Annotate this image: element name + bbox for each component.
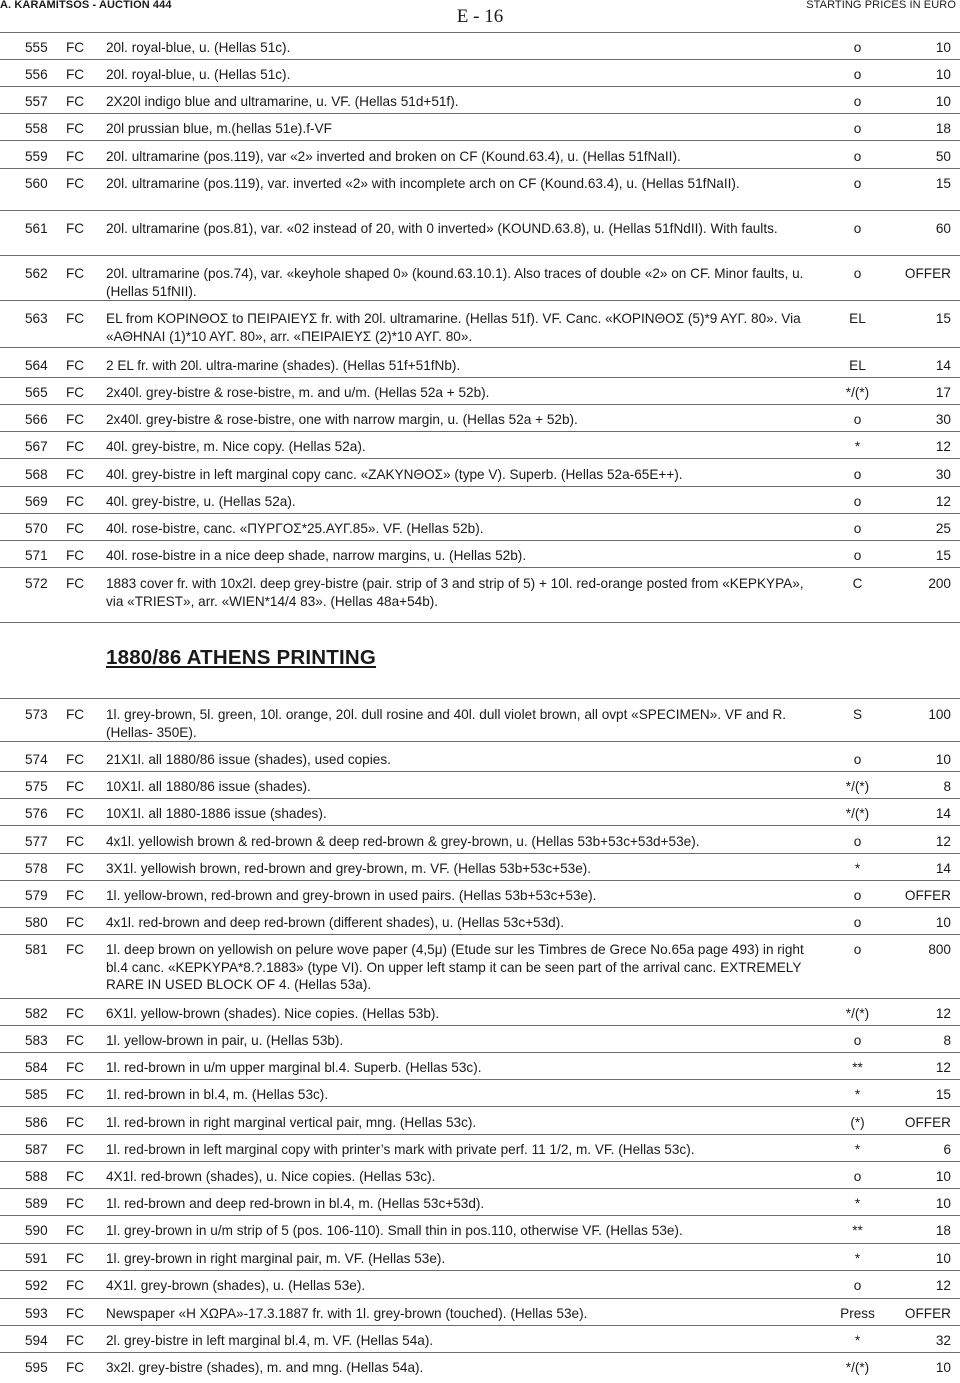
lot-condition: *	[854, 1196, 861, 1211]
lot-price: OFFER	[904, 266, 951, 281]
lot-price: 100	[928, 707, 951, 722]
lot-price: 12	[935, 834, 951, 849]
lot-condition: Press	[840, 1306, 875, 1321]
row-separator	[0, 567, 960, 568]
lot-type: FC	[66, 861, 85, 876]
lot-description: 40l. rose-bistre in a nice deep shade, narrow margins, u. (Hellas 52b).	[106, 548, 527, 563]
lot-type: FC	[66, 439, 85, 454]
lot-price: 10	[935, 1196, 951, 1211]
lot-description: 20l. ultramarine (pos.81), var. «02 instead of 20, with 0 inverted» (KOUND.63.8), u. (Hellas 51fNdII). With faults.	[106, 221, 778, 236]
lot-number: 561	[25, 221, 48, 236]
lot-price: 14	[935, 861, 951, 876]
lot-type: FC	[66, 1060, 85, 1075]
lot-number: 579	[25, 888, 48, 903]
lot-price: 6	[943, 1142, 951, 1157]
lot-number: 578	[25, 861, 48, 876]
lot-price: 12	[935, 1278, 951, 1293]
lot-price: OFFER	[904, 888, 951, 903]
lot-number: 582	[25, 1006, 48, 1021]
row-separator	[0, 255, 960, 256]
lot-number: 585	[25, 1087, 48, 1102]
lot-condition: o	[853, 467, 862, 482]
lot-price: 32	[935, 1333, 951, 1348]
row-separator	[0, 1134, 960, 1135]
lot-description: 21X1l. all 1880/86 issue (shades), used copies.	[106, 752, 391, 767]
lot-description: Newspaper «Η ΧΩΡΑ»-17.3.1887 fr. with 1l. grey-brown (touched). (Hellas 53e).	[106, 1306, 588, 1321]
row-separator	[0, 1352, 960, 1353]
row-separator	[0, 1161, 960, 1162]
lot-type: FC	[66, 311, 85, 326]
lot-type: FC	[66, 576, 85, 591]
row-separator	[0, 113, 960, 114]
lot-price: OFFER	[904, 1115, 951, 1130]
section-title: 1880/86 ATHENS PRINTING	[106, 646, 377, 669]
lot-type: FC	[66, 94, 85, 109]
lot-type: FC	[66, 1223, 85, 1238]
lot-price: 18	[935, 1223, 951, 1238]
lot-condition: o	[853, 752, 862, 767]
row-separator	[0, 140, 960, 141]
row-separator	[0, 1243, 960, 1244]
lot-description: 40l. grey-bistre, m. Nice copy. (Hellas 52a).	[106, 439, 366, 454]
lot-number: 580	[25, 915, 48, 930]
row-separator	[0, 347, 960, 348]
row-separator	[0, 404, 960, 405]
lot-description: 3x2l. grey-bistre (shades), m. and mng. (Hellas 54a).	[106, 1360, 424, 1375]
lot-type: FC	[66, 1278, 85, 1293]
lot-condition: o	[853, 40, 862, 55]
lot-type: FC	[66, 707, 85, 722]
lot-type: FC	[66, 1251, 85, 1266]
lot-type: FC	[66, 221, 85, 236]
lot-description: 4x1l. red-brown and deep red-brown (different shades), u. (Hellas 53c+53d).	[106, 915, 565, 930]
row-separator	[0, 1079, 960, 1080]
lot-number: 560	[25, 176, 48, 191]
lot-price: 10	[935, 1360, 951, 1375]
lot-number: 563	[25, 311, 48, 326]
lot-price: 18	[935, 121, 951, 136]
lot-price: 15	[935, 1087, 951, 1102]
lot-number: 587	[25, 1142, 48, 1157]
row-separator	[0, 168, 960, 169]
row-separator	[0, 825, 960, 826]
lot-number: 570	[25, 521, 48, 536]
lot-description: 40l. rose-bistre, canc. «ΠΥΡΓΟΣ*25.ΑΥΓ.85». VF. (Hellas 52b).	[106, 521, 484, 536]
separator-rule	[0, 698, 960, 699]
lot-price: 10	[935, 1169, 951, 1184]
prices-note: STARTING PRICES IN EURO	[806, 0, 956, 11]
row-separator	[0, 1298, 960, 1299]
lot-type: FC	[66, 806, 85, 821]
lot-number: 576	[25, 806, 48, 821]
lot-type: FC	[66, 521, 85, 536]
lot-number: 586	[25, 1115, 48, 1130]
lot-number: 591	[25, 1251, 48, 1266]
lot-description: 1l. grey-brown, 5l. green, 10l. orange, 20l. dull rosine and 40l. dull violet brown, all ovpt «SPECIMEN». VF and R. (Hellas- 350E).	[106, 707, 787, 740]
lot-condition: C	[852, 576, 863, 591]
lot-number: 564	[25, 358, 48, 373]
lot-price: 10	[935, 1251, 951, 1266]
lot-type: FC	[66, 888, 85, 903]
lot-price: 10	[935, 67, 951, 82]
lot-number: 567	[25, 439, 48, 454]
lot-condition: EL	[849, 311, 866, 326]
lot-price: 10	[935, 915, 951, 930]
lot-number: 559	[25, 149, 48, 164]
row-separator	[0, 1270, 960, 1271]
lot-condition: *	[854, 439, 861, 454]
lot-description: 3X1l. yellowish brown, red-brown and grey-brown, m. VF. (Hellas 53b+53c+53e).	[106, 861, 592, 876]
lot-condition: o	[853, 176, 862, 191]
lot-description: 1l. red-brown in left marginal copy with printer’s mark with private perf. 11 1/2, m. VF. (Hellas 53c).	[106, 1142, 695, 1157]
lot-number: 571	[25, 548, 48, 563]
lot-description: 2l. grey-bistre in left marginal bl.4, m. VF. (Hellas 54a).	[106, 1333, 434, 1348]
row-separator	[0, 771, 960, 772]
lot-price: 14	[935, 806, 951, 821]
lot-price: 200	[928, 576, 951, 591]
lot-description: 1883 cover fr. with 10x2l. deep grey-bistre (pair. strip of 3 and strip of 5) + 10l. red-orange posted from «ΚΕΡΚΥΡΑ», via «TRIEST», arr. «WIEN*14/4 83». (Hellas 48a+54b).	[106, 576, 804, 609]
lot-price: 50	[935, 149, 951, 164]
lot-condition: *	[854, 861, 861, 876]
lot-type: FC	[66, 149, 85, 164]
lot-condition: (*)	[850, 1115, 865, 1130]
lot-description: 1l. yellow-brown, red-brown and grey-brown in used pairs. (Hellas 53b+53c+53e).	[106, 888, 597, 903]
lot-number: 572	[25, 576, 48, 591]
lot-type: FC	[66, 67, 85, 82]
row-separator	[0, 210, 960, 211]
lot-type: FC	[66, 467, 85, 482]
lot-price: 10	[935, 40, 951, 55]
lot-type: FC	[66, 412, 85, 427]
row-separator	[0, 431, 960, 432]
lot-type: FC	[66, 1360, 85, 1375]
lot-price: 15	[935, 548, 951, 563]
lot-number: 574	[25, 752, 48, 767]
lot-price: 800	[928, 942, 951, 957]
lot-description: 40l. grey-bistre, u. (Hellas 52a).	[106, 494, 296, 509]
lot-description: 1l. grey-brown in u/m strip of 5 (pos. 106-110). Small thin in pos.110, otherwise VF. (Hellas 53e).	[106, 1223, 683, 1238]
lot-price: 25	[935, 521, 951, 536]
lot-price: OFFER	[904, 1306, 951, 1321]
lot-price: 8	[943, 779, 951, 794]
row-separator	[0, 1106, 960, 1107]
lot-type: FC	[66, 1142, 85, 1157]
lot-condition: o	[853, 915, 862, 930]
lot-type: FC	[66, 1115, 85, 1130]
header-rule	[0, 32, 960, 33]
lot-condition: o	[853, 94, 862, 109]
lot-condition: EL	[849, 358, 866, 373]
lot-type: FC	[66, 40, 85, 55]
auction-title: A. KARAMITSOS - AUCTION 444	[0, 0, 172, 11]
lot-number: 594	[25, 1333, 48, 1348]
lot-condition: o	[853, 1033, 862, 1048]
lot-price: 12	[935, 1006, 951, 1021]
row-separator	[0, 1325, 960, 1326]
lot-type: FC	[66, 266, 85, 281]
lot-description: 4X1l. grey-brown (shades), u. (Hellas 53e).	[106, 1278, 366, 1293]
lot-description: 1l. red-brown in bl.4, m. (Hellas 53c).	[106, 1087, 329, 1102]
lot-type: FC	[66, 1306, 85, 1321]
lot-condition: o	[853, 521, 862, 536]
lot-number: 573	[25, 707, 48, 722]
lot-price: 15	[935, 176, 951, 191]
lot-condition: o	[853, 548, 862, 563]
lot-price: 17	[935, 385, 951, 400]
lot-type: FC	[66, 385, 85, 400]
row-separator	[0, 798, 960, 799]
lot-price: 30	[935, 467, 951, 482]
lot-number: 569	[25, 494, 48, 509]
lot-description: 2 EL fr. with 20l. ultra-marine (shades). (Hellas 51f+51fNb).	[106, 358, 461, 373]
lot-condition: o	[853, 1278, 862, 1293]
row-separator	[0, 741, 960, 742]
lot-type: FC	[66, 1006, 85, 1021]
lot-price: 8	[943, 1033, 951, 1048]
lot-condition: **	[852, 1060, 863, 1075]
row-separator	[0, 540, 960, 541]
lot-description: 10X1l. all 1880-1886 issue (shades).	[106, 806, 327, 821]
lot-condition: o	[853, 121, 862, 136]
lot-condition: o	[853, 221, 862, 236]
lot-type: FC	[66, 548, 85, 563]
lot-number: 590	[25, 1223, 48, 1238]
row-separator	[0, 513, 960, 514]
row-separator	[0, 300, 960, 301]
lot-description: 1l. red-brown in u/m upper marginal bl.4. Superb. (Hellas 53c).	[106, 1060, 482, 1075]
lot-number: 562	[25, 266, 48, 281]
lot-description: 20l. ultramarine (pos.119), var «2» inverted and broken on CF (Kound.63.4), u. (Hellas 51fNaII).	[106, 149, 681, 164]
row-separator	[0, 934, 960, 935]
row-separator	[0, 998, 960, 999]
lot-description: 1l. yellow-brown in pair, u. (Hellas 53b).	[106, 1033, 344, 1048]
lot-type: FC	[66, 1087, 85, 1102]
lot-number: 555	[25, 40, 48, 55]
lot-type: FC	[66, 752, 85, 767]
lot-condition: */(*)	[845, 806, 870, 821]
row-separator	[0, 1052, 960, 1053]
lot-condition: S	[852, 707, 863, 722]
row-separator	[0, 59, 960, 60]
lot-condition: **	[852, 1223, 863, 1238]
lot-description: EL from ΚΟΡΙΝΘΟΣ to ΠΕΙΡΑΙΕΥΣ fr. with 20l. ultramarine. (Hellas 51f). VF. Canc. «ΚΟΡΙΝΘΟΣ (5)*9 ΑΥΓ. 80». Via «ΑΘΗΝΑΙ (1)*10 ΑΥΓ. 80», arr. «ΠΕΙΡΑΙΕΥΣ (2)*10 ΑΥΓ. 80».	[106, 311, 801, 344]
lot-number: 588	[25, 1169, 48, 1184]
row-separator	[0, 86, 960, 87]
lot-number: 558	[25, 121, 48, 136]
lot-number: 556	[25, 67, 48, 82]
lot-type: FC	[66, 1196, 85, 1211]
lot-price: 10	[935, 94, 951, 109]
lot-price: 12	[935, 494, 951, 509]
lot-condition: o	[853, 266, 862, 281]
lot-type: FC	[66, 915, 85, 930]
lot-condition: *	[854, 1087, 861, 1102]
lot-condition: *	[854, 1333, 861, 1348]
lot-type: FC	[66, 834, 85, 849]
lot-price: 15	[935, 311, 951, 326]
lot-number: 583	[25, 1033, 48, 1048]
lot-description: 2x40l. grey-bistre & rose-bistre, one with narrow margin, u. (Hellas 52a + 52b).	[106, 412, 578, 427]
lot-price: 12	[935, 1060, 951, 1075]
lot-type: FC	[66, 494, 85, 509]
lot-description: 20l prussian blue, m.(hellas 51e).f-VF	[106, 121, 332, 136]
lot-number: 557	[25, 94, 48, 109]
lot-condition: *	[854, 1142, 861, 1157]
lot-description: 1l. grey-brown in right marginal pair, m. VF. (Hellas 53e).	[106, 1251, 446, 1266]
lot-type: FC	[66, 176, 85, 191]
lot-number: 584	[25, 1060, 48, 1075]
lot-description: 1l. red-brown and deep red-brown in bl.4, m. (Hellas 53c+53d).	[106, 1196, 485, 1211]
lot-description: 1l. deep brown on yellowish on pelure wove paper (4,5μ) (Etude sur les Timbres de Grece No.65a page 493) in right bl.4 canc. «ΚΕΡΚΥΡΑ*8.?.1883» (type VI). On upper left stamp it can be seen part of the arrival canc. EXTREMELY RARE IN USED BLOCK OF 4. (Hellas 53a).	[106, 942, 804, 992]
page-number: E - 16	[456, 6, 504, 27]
row-separator	[0, 853, 960, 854]
lot-number: 595	[25, 1360, 48, 1375]
lot-type: FC	[66, 1169, 85, 1184]
row-separator	[0, 880, 960, 881]
lot-price: 30	[935, 412, 951, 427]
lot-price: 60	[935, 221, 951, 236]
row-separator	[0, 1188, 960, 1189]
lot-condition: o	[853, 149, 862, 164]
row-separator	[0, 458, 960, 459]
lot-description: 6X1l. yellow-brown (shades). Nice copies. (Hellas 53b).	[106, 1006, 440, 1021]
lot-condition: */(*)	[845, 385, 870, 400]
row-separator	[0, 377, 960, 378]
lot-condition: o	[853, 834, 862, 849]
lot-description: 20l. ultramarine (pos.74), var. «keyhole shaped 0» (kound.63.10.1). Also traces of double «2» on CF. Minor faults, u. (Hellas 51fNII).	[106, 266, 804, 299]
lot-description: 20l. royal-blue, u. (Hellas 51c).	[106, 67, 291, 82]
lot-condition: */(*)	[845, 779, 870, 794]
lot-number: 589	[25, 1196, 48, 1211]
lot-condition: */(*)	[845, 1360, 870, 1375]
lot-condition: o	[853, 412, 862, 427]
lot-number: 575	[25, 779, 48, 794]
lot-description: 40l. grey-bistre in left marginal copy canc. «ΖΑΚΥΝΘΟΣ» (type V). Superb. (Hellas 52a-65E++).	[106, 467, 683, 482]
lot-type: FC	[66, 1333, 85, 1348]
lot-number: 581	[25, 942, 48, 957]
lot-price: 12	[935, 439, 951, 454]
lot-description: 1l. red-brown in right marginal vertical pair, mng. (Hellas 53c).	[106, 1115, 477, 1130]
lot-number: 577	[25, 834, 48, 849]
row-separator	[0, 1215, 960, 1216]
lot-description: 10X1l. all 1880/86 issue (shades).	[106, 779, 311, 794]
lot-condition: o	[853, 67, 862, 82]
lot-type: FC	[66, 121, 85, 136]
lot-description: 4X1l. red-brown (shades), u. Nice copies. (Hellas 53c).	[106, 1169, 436, 1184]
lot-condition: *	[854, 1251, 861, 1266]
lot-number: 592	[25, 1278, 48, 1293]
lot-number: 568	[25, 467, 48, 482]
lot-condition: o	[853, 1169, 862, 1184]
lot-number: 565	[25, 385, 48, 400]
row-separator	[0, 907, 960, 908]
lot-description: 2X20l indigo blue and ultramarine, u. VF. (Hellas 51d+51f).	[106, 94, 459, 109]
page-header	[0, 0, 960, 27]
lot-type: FC	[66, 1033, 85, 1048]
row-separator	[0, 1025, 960, 1026]
lot-price: 14	[935, 358, 951, 373]
lot-condition: o	[853, 888, 862, 903]
separator-rule	[0, 622, 960, 623]
lot-number: 593	[25, 1306, 48, 1321]
lot-type: FC	[66, 358, 85, 373]
lot-type: FC	[66, 942, 85, 957]
lot-description: 20l. royal-blue, u. (Hellas 51c).	[106, 40, 291, 55]
lot-condition: */(*)	[845, 1006, 870, 1021]
lot-description: 4x1l. yellowish brown & red-brown & deep red-brown & grey-brown, u. (Hellas 53b+53c+53d+53e).	[106, 834, 700, 849]
lot-description: 2x40l. grey-bistre & rose-bistre, m. and u/m. (Hellas 52a + 52b).	[106, 385, 490, 400]
lot-condition: o	[853, 494, 862, 509]
lot-number: 566	[25, 412, 48, 427]
lot-description: 20l. ultramarine (pos.119), var. inverted «2» with incomplete arch on CF (Kound.63.4), u. (Hellas 51fNaII).	[106, 176, 740, 191]
lot-type: FC	[66, 779, 85, 794]
lot-condition: o	[853, 942, 862, 957]
lot-price: 10	[935, 752, 951, 767]
row-separator	[0, 486, 960, 487]
